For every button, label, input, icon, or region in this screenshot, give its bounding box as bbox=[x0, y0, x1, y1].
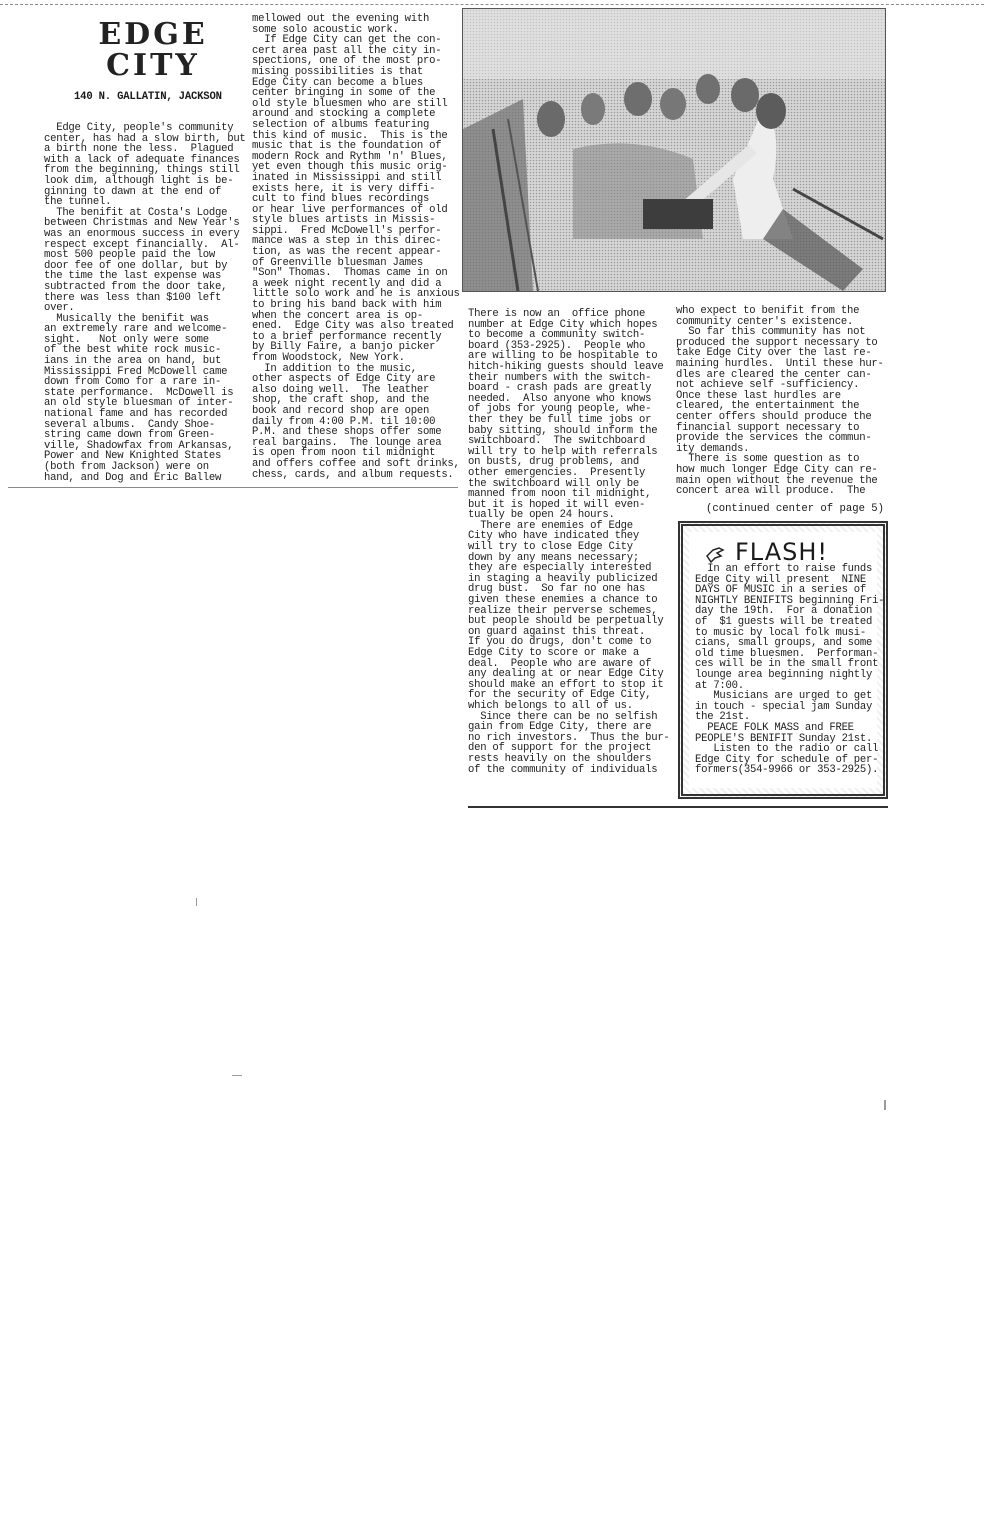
text-line: cians, small groups, and some bbox=[695, 637, 873, 650]
text-line: a birth none the less. Plagued bbox=[44, 143, 234, 156]
text-line: daily from 4:00 P.M. til 10:00 bbox=[252, 415, 436, 428]
text-line: of $1 guests will be treated bbox=[695, 615, 873, 628]
text-line: door fee of one dollar, but by bbox=[44, 259, 228, 272]
text-line: dles are cleared the center can- bbox=[676, 368, 872, 381]
text-line: down by any means necessary; bbox=[468, 551, 640, 564]
text-line: there was less than $100 left bbox=[44, 291, 222, 304]
masthead-line2: CITY bbox=[106, 48, 200, 83]
text-line: from the beginning, things still bbox=[44, 164, 240, 177]
text-line: concert area will produce. The bbox=[676, 485, 866, 498]
scan-mark bbox=[232, 1075, 242, 1076]
text-line: book and record shop are open bbox=[252, 404, 430, 417]
masthead bbox=[98, 17, 208, 83]
text-line: to become a community switch- bbox=[468, 329, 646, 342]
text-line: realize their perverse schemes, bbox=[468, 604, 658, 617]
text-line: or hear live performances of old bbox=[252, 203, 448, 216]
text-line: a week night recently and did a bbox=[252, 277, 442, 290]
text-line: needed. Also anyone who knows bbox=[468, 392, 652, 405]
text-line: In an effort to raise funds bbox=[695, 563, 873, 575]
article-column-3 bbox=[468, 309, 670, 775]
text-line: PEOPLE'S BENIFIT Sunday 21st. bbox=[695, 732, 873, 745]
text-line: mellowed out the evening with bbox=[252, 13, 430, 25]
text-line: the switchboard will only be bbox=[468, 477, 640, 490]
text-line: but it is hoped it will even- bbox=[468, 498, 646, 511]
text-line: maining hurdles. Until these hur- bbox=[676, 357, 884, 370]
text-line: an extremely rare and welcome- bbox=[44, 323, 228, 336]
text-line: ity demands. bbox=[676, 442, 750, 455]
text-line: mance was a step in this direc- bbox=[252, 235, 442, 248]
text-line: down from Como for a rare in- bbox=[44, 376, 222, 389]
text-line: community center's existence. bbox=[676, 315, 854, 328]
text-line: some solo acoustic work. bbox=[252, 23, 399, 36]
text-line: take Edge City over the last re- bbox=[676, 347, 872, 360]
hand-pointer-icon bbox=[705, 544, 725, 564]
text-line: of jobs for young people, whe- bbox=[468, 403, 652, 416]
text-line: with a lack of adequate finances bbox=[44, 153, 240, 166]
text-line: of Greenville bluesman James bbox=[252, 256, 424, 269]
text-line: modern Rock and Rythm 'n' Blues, bbox=[252, 150, 448, 163]
bottom-rule bbox=[468, 806, 888, 808]
text-line: The benifit at Costa's Lodge bbox=[44, 206, 228, 219]
text-line: main open without the revenue the bbox=[676, 474, 878, 487]
address: 140 N. GALLATIN, JACKSON bbox=[74, 91, 222, 103]
text-line: In addition to the music, bbox=[252, 362, 417, 375]
text-line: to music by local folk musi- bbox=[695, 626, 867, 639]
text-line: center, has had a slow birth, but bbox=[44, 132, 246, 145]
text-line: ians in the area on hand, but bbox=[44, 355, 222, 368]
text-line: NIGHTLY BENIFITS beginning Fri- bbox=[695, 594, 885, 607]
flash-box bbox=[678, 521, 888, 799]
text-line: on guard against this threat. bbox=[468, 625, 646, 638]
text-line: string came down from Green- bbox=[44, 429, 216, 442]
text-line: P.M. and these shops offer some bbox=[252, 426, 442, 439]
text-line: cert area past all the city in- bbox=[252, 44, 442, 57]
text-line: and offers coffee and soft drinks, bbox=[252, 457, 460, 470]
text-line: baby sitting, should inform the bbox=[468, 424, 658, 437]
text-line: Edge City can become a blues bbox=[252, 76, 424, 89]
text-line: manned from noon til midnight, bbox=[468, 488, 652, 501]
text-line: rests heavily on the shoulders bbox=[468, 752, 652, 765]
scan-mark bbox=[884, 1100, 886, 1110]
text-line: state performance. McDowell is bbox=[44, 386, 234, 399]
text-line: around and stocking a complete bbox=[252, 108, 436, 121]
text-line: was an enormous success in every bbox=[44, 227, 240, 240]
text-line: hand, and Dog and Eric Ballew bbox=[44, 471, 222, 484]
text-line: center bringing in some of the bbox=[252, 87, 436, 100]
text-line: Edge City, people's community bbox=[44, 122, 234, 134]
text-line: "Son" Thomas. Thomas came in on bbox=[252, 267, 448, 280]
text-line: There are enemies of Edge bbox=[468, 519, 633, 532]
text-line: over. bbox=[44, 302, 75, 315]
text-line: how much longer Edge City can re- bbox=[676, 463, 878, 476]
text-line: ces will be in the small front bbox=[695, 658, 879, 671]
text-line: respect except financially. Al- bbox=[44, 238, 240, 251]
text-line: should make an effort to stop it bbox=[468, 678, 664, 691]
text-line: they are especially interested bbox=[468, 562, 652, 575]
text-line: no rich investors. Thus the bur- bbox=[468, 731, 670, 744]
text-line: switchboard. The switchboard bbox=[468, 435, 646, 448]
text-line: center offers should produce the bbox=[676, 410, 872, 423]
text-line: to bring his band back with him bbox=[252, 299, 442, 312]
text-line: from Woodstock, New York. bbox=[252, 352, 405, 364]
article-column-1 bbox=[44, 123, 246, 483]
text-line: when the concert area is op- bbox=[252, 309, 424, 322]
text-line: PEACE FOLK MASS and FREE bbox=[695, 721, 854, 734]
text-line: ened. Edge City was also treated bbox=[252, 320, 454, 333]
text-line: cleared, the entertainment the bbox=[676, 400, 860, 413]
text-line: drug bust. So far no one has bbox=[468, 583, 646, 596]
article-column-4 bbox=[676, 306, 884, 497]
text-line: Edge City for schedule of per- bbox=[695, 753, 879, 766]
text-line: subtracted from the door take, bbox=[44, 280, 228, 293]
text-line: Power and New Knighted States bbox=[44, 450, 222, 463]
text-line: board - crash pads are greatly bbox=[468, 382, 652, 395]
text-line: most 500 people paid the low bbox=[44, 249, 216, 262]
article-column-2 bbox=[252, 14, 460, 480]
text-line: the tunnel. bbox=[44, 196, 112, 209]
text-line: Musicians are urged to get bbox=[695, 690, 873, 703]
text-line: If Edge City can get the con- bbox=[252, 34, 442, 47]
text-line: also doing well. The leather bbox=[252, 383, 430, 396]
text-line: by Billy Faire, a banjo picker bbox=[252, 341, 436, 354]
text-line: several albums. Candy Shoe- bbox=[44, 418, 216, 431]
text-line: who expect to benifit from the bbox=[676, 305, 860, 317]
text-line: exists here, it is very diffi- bbox=[252, 182, 436, 195]
text-line: deal. People who are aware of bbox=[468, 657, 652, 670]
text-line: den of support for the project bbox=[468, 742, 652, 755]
text-line: There is some question as to bbox=[676, 453, 860, 466]
column-bottom-rule bbox=[8, 487, 458, 488]
text-line: will try to close Edge City bbox=[468, 541, 633, 554]
text-line: style blues artists in Missis- bbox=[252, 214, 436, 227]
text-line: provide the services the commun- bbox=[676, 432, 872, 445]
continued-note: (continued center of page 5) bbox=[706, 503, 885, 515]
text-line: sight. Not only were some bbox=[44, 333, 209, 346]
text-line: yet even though this music orig- bbox=[252, 161, 448, 174]
text-line: spections, one of the most pro- bbox=[252, 55, 442, 68]
text-line: of the best white rock music- bbox=[44, 344, 222, 357]
text-line: music that is the foundation of bbox=[252, 140, 442, 153]
text-line: will try to help with referrals bbox=[468, 445, 658, 458]
text-line: is open from noon til midnight bbox=[252, 447, 436, 460]
text-line: given these enemies a chance to bbox=[468, 594, 658, 607]
text-line: at 7:00. bbox=[695, 679, 744, 692]
text-line: DAYS OF MUSIC in a series of bbox=[695, 584, 867, 597]
text-line: lounge area beginning nightly bbox=[695, 668, 873, 681]
text-line: other emergencies. Presently bbox=[468, 466, 646, 479]
text-line: real bargains. The lounge area bbox=[252, 436, 442, 449]
text-line: Musically the benifit was bbox=[44, 312, 209, 325]
text-line: selection of albums featuring bbox=[252, 118, 430, 131]
text-line: this kind of music. This is the bbox=[252, 129, 448, 142]
text-line: Edge City will present NINE bbox=[695, 573, 867, 586]
text-line: tually be open 24 hours. bbox=[468, 509, 615, 522]
text-line: mising possibilities is that bbox=[252, 65, 424, 78]
text-line: sippi. Fred McDowell's perfor- bbox=[252, 224, 442, 237]
text-line: board (353-2925). People who bbox=[468, 339, 646, 352]
text-line: day the 19th. For a donation bbox=[695, 605, 873, 618]
text-line: hitch-hiking guests should leave bbox=[468, 360, 664, 373]
text-line: not achieve self -sufficiency. bbox=[676, 379, 860, 392]
text-line: Mississippi Fred McDowell came bbox=[44, 365, 228, 378]
text-line: inated in Mississippi and still bbox=[252, 171, 442, 184]
halftone-photo-icon bbox=[463, 9, 885, 291]
text-line: chess, cards, and album requests. bbox=[252, 468, 454, 481]
text-line: which belongs to all of us. bbox=[468, 699, 633, 712]
text-line: number at Edge City which hopes bbox=[468, 318, 658, 331]
text-line: are willing to be hospitable to bbox=[468, 350, 658, 363]
text-line: look dim, although light is be- bbox=[44, 174, 234, 187]
flash-inner bbox=[689, 532, 885, 788]
text-line: but people should be perpetually bbox=[468, 615, 664, 628]
text-line: Edge City to score or make a bbox=[468, 647, 640, 659]
text-line: tion, as was the recent appear- bbox=[252, 246, 442, 259]
text-line: Listen to the radio or call bbox=[695, 743, 879, 756]
text-line: national fame and has recorded bbox=[44, 408, 228, 421]
text-line: little solo work and he is anxious bbox=[252, 288, 460, 301]
text-line: produced the support necessary to bbox=[676, 336, 878, 349]
top-rule bbox=[0, 4, 984, 5]
text-line: the 21st. bbox=[695, 711, 750, 724]
text-line: Once these last hurdles are bbox=[676, 389, 841, 402]
text-line: (both from Jackson) were on bbox=[44, 461, 209, 473]
text-line: gain from Edge City, there are bbox=[468, 721, 652, 734]
text-line: of the community of individuals bbox=[468, 763, 658, 776]
text-line: in touch - special jam Sunday bbox=[695, 700, 873, 713]
text-line: ville, Shadowfax from Arkansas, bbox=[44, 439, 234, 452]
text-line: There is now an office phone bbox=[468, 308, 646, 320]
text-line: ther they be full time jobs or bbox=[468, 413, 652, 426]
text-line: the time the last expense was bbox=[44, 270, 222, 283]
text-line: formers(354-9966 or 353-2925). bbox=[695, 764, 879, 777]
text-line: City who have indicated they bbox=[468, 530, 640, 543]
photo bbox=[462, 8, 886, 292]
text-line: on busts, drug problems, and bbox=[468, 456, 640, 469]
text-line: in staging a heavily publicized bbox=[468, 572, 658, 585]
text-line: So far this community has not bbox=[676, 326, 866, 339]
text-line: old style bluesmen who are still bbox=[252, 97, 448, 110]
flash-title: FLASH! bbox=[735, 538, 829, 566]
text-line: cult to find blues recordings bbox=[252, 193, 430, 206]
text-line: for the security of Edge City, bbox=[468, 689, 652, 702]
text-line: other aspects of Edge City are bbox=[252, 373, 436, 386]
flash-text bbox=[695, 564, 884, 776]
text-line: shop, the craft shop, and the bbox=[252, 394, 430, 407]
text-line: old time bluesmen. Performan- bbox=[695, 647, 879, 660]
text-line: their numbers with the switch- bbox=[468, 371, 652, 384]
text-line: to a brief performance recently bbox=[252, 330, 442, 343]
text-line: If you do drugs, don't come to bbox=[468, 636, 652, 649]
masthead-line1: EDGE bbox=[98, 17, 208, 52]
text-line: any dealing at or near Edge City bbox=[468, 668, 664, 681]
text-line: ginning to dawn at the end of bbox=[44, 185, 222, 198]
scan-mark bbox=[196, 898, 197, 906]
text-line: between Christmas and New Year's bbox=[44, 217, 240, 230]
text-line: financial support necessary to bbox=[676, 421, 860, 434]
text-line: an old style bluesman of inter- bbox=[44, 397, 234, 410]
text-line: Since there can be no selfish bbox=[468, 710, 658, 723]
